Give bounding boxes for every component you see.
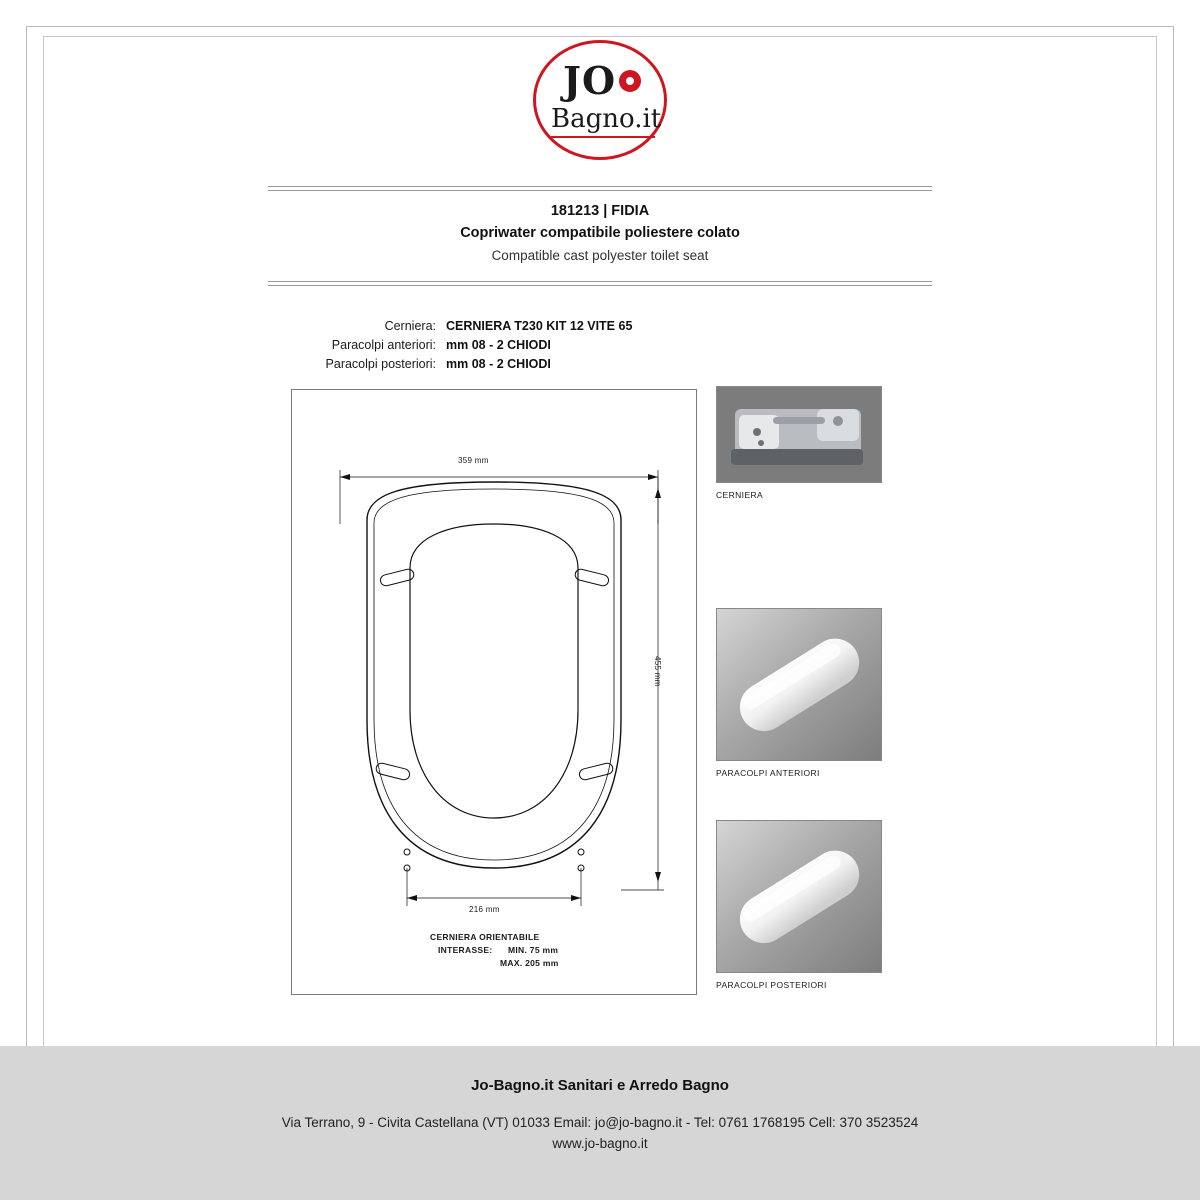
width-arrow-right [648, 474, 658, 480]
page-footer [0, 1046, 1200, 1200]
front-bumper-photo-art [717, 609, 881, 760]
specs-list [268, 317, 718, 374]
spec-row [268, 317, 718, 336]
bumper-slot-rear-left [375, 762, 411, 781]
product-code-title: 181213 | FIDIA [550, 203, 650, 219]
spec-row [268, 355, 718, 374]
height-arrow-top [655, 488, 661, 498]
hinge-hole-right-upper [578, 849, 584, 855]
seat-outer-outline [367, 482, 621, 868]
technical-drawing-panel [291, 389, 697, 995]
hinge-note-max: MAX. 205 mm [500, 958, 559, 968]
toilet-seat-drawing [292, 390, 696, 994]
width-dimension-label: 359 mm [458, 456, 489, 465]
footer-website: www.jo-bagno.it [552, 1136, 648, 1151]
logo-bagno-text: Bagno.it [551, 104, 662, 134]
height-arrow-bottom [655, 872, 661, 882]
photo-hinge-caption: CERNIERA [716, 490, 764, 500]
photo-rear-bumpers-caption: PARACOLPI POSTERIORI [716, 980, 827, 990]
photo-front-bumpers-caption: PARACOLPI ANTERIORI [716, 768, 820, 778]
logo-jo-text: JO [563, 58, 617, 103]
product-subtitle-en: Compatible cast polyester toilet seat [491, 248, 709, 263]
height-dimension-label: 455 mm [653, 656, 662, 687]
photo-rear-bumpers [716, 820, 882, 990]
spec-label: Paracolpi posteriori: [325, 357, 436, 371]
spec-value: mm 08 - 2 CHIODI [446, 338, 551, 352]
spec-row [268, 336, 718, 355]
photo-hinge-image [716, 386, 882, 483]
hinge-note-label: INTERASSE: [438, 945, 493, 955]
photo-front-bumpers-image [716, 608, 882, 761]
logo-underline [551, 136, 655, 138]
interasse-arrow-left [407, 895, 417, 901]
spec-label: Paracolpi anteriori: [331, 338, 436, 352]
title-rule-bottom-1 [268, 281, 932, 282]
spec-label: Cerniera: [384, 319, 436, 333]
width-arrow-left [340, 474, 350, 480]
interasse-dimension-label: 216 mm [469, 905, 500, 914]
logo-target-dot-icon [619, 70, 641, 92]
title-block [268, 200, 932, 267]
footer-contact-line: Via Terrano, 9 - Civita Castellana (VT) 01033 Email: jo@jo-bagno.it - Tel: 0761 1768195 Cell: 370 3523524 [281, 1115, 919, 1130]
spec-value: mm 08 - 2 CHIODI [446, 357, 551, 371]
title-rule-top-2 [268, 190, 932, 191]
spec-value: CERNIERA T230 KIT 12 VITE 65 [446, 319, 633, 333]
title-rule-bottom-2 [268, 285, 932, 286]
company-logo [521, 40, 681, 164]
seat-inner-opening [410, 524, 578, 818]
product-subtitle-it: Copriwater compatibile poliestere colato [460, 225, 740, 241]
title-rule-top-1 [268, 186, 932, 187]
footer-company-name: Jo-Bagno.it Sanitari e Arredo Bagno [471, 1077, 729, 1094]
hinge-hole-left-upper [404, 849, 410, 855]
rear-bumper-photo-art [717, 821, 881, 972]
photo-hinge [716, 386, 882, 500]
photo-front-bumpers [716, 608, 882, 778]
bumper-slot-front-right [574, 568, 610, 587]
interasse-arrow-right [571, 895, 581, 901]
hinge-photo-art [717, 387, 881, 482]
hinge-note-min: MIN. 75 mm [508, 945, 559, 955]
footer-content [0, 1074, 1200, 1154]
hinge-note-title: CERNIERA ORIENTABILE [430, 932, 540, 942]
photo-rear-bumpers-image [716, 820, 882, 973]
